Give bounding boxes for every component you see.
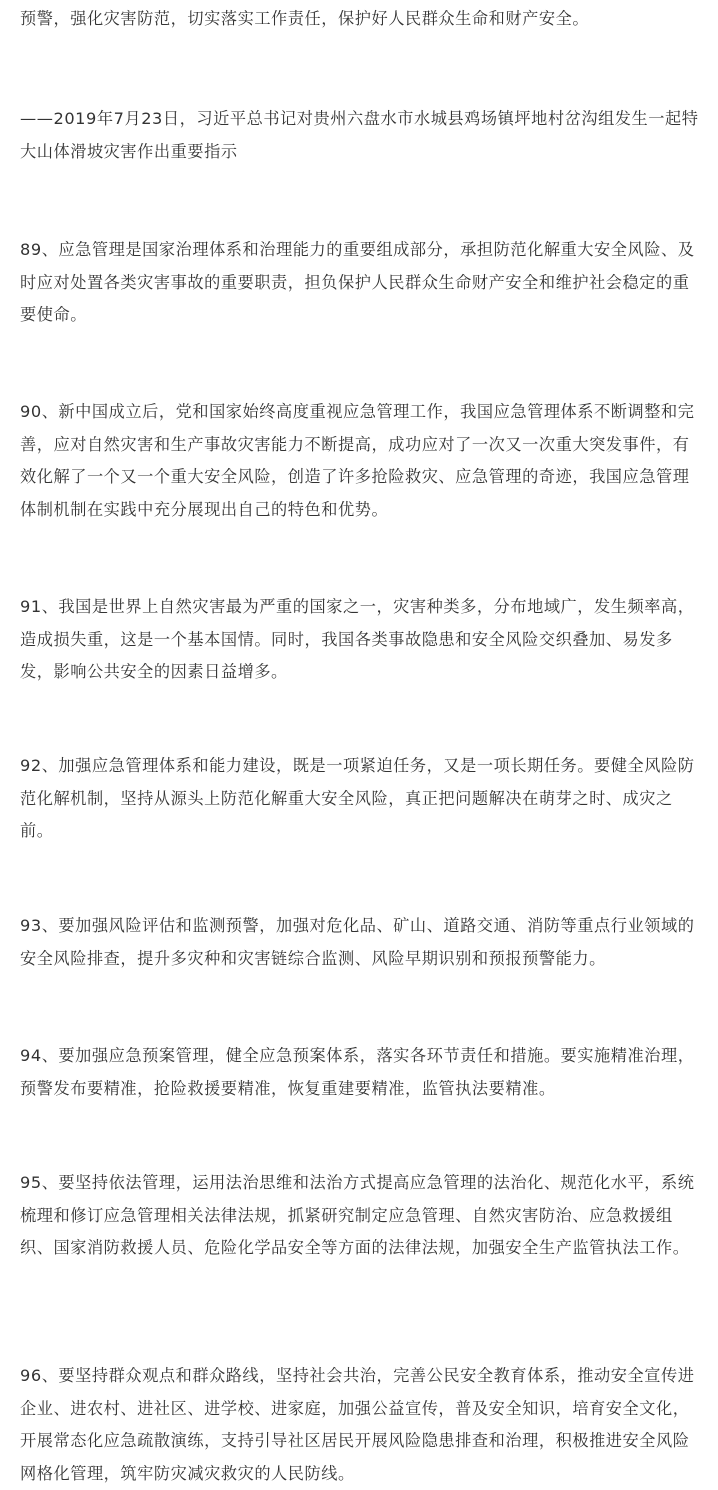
paragraph-93: 93、要加强风险评估和监测预警，加强对危化品、矿山、道路交通、消防等重点行业领域的安全风险排查，提升多灾种和灾害链综合监测、风险早期识别和预报预警能力。 (20, 916, 695, 968)
paragraph-90: 90、新中国成立后，党和国家始终高度重视应急管理工作，我国应急管理体系不断调整和完善，应对自然灾害和生产事故灾害能力不断提高，成功应对了一次又一次重大突发事件，有效化解了一个又一个重大安全风险，创造了许多抢险救灾、应急管理的奇迹，我国应急管理体制机制在实践中充分展现出自己的特色和优势。 (20, 402, 695, 519)
paragraph-96: 96、要坚持群众观点和群众路线，坚持社会共治，完善公民安全教育体系，推动安全宣传进企业、进农村、进社区、进学校、进家庭，加强公益宣传，普及安全知识，培育安全文化，开展常态化应急疏散演练，支持引导社区居民开展风险隐患排查和治理，积极推进安全风险网格化管理，筑牢防灾减灾救灾的人民防线。 (20, 1366, 695, 1483)
paragraph-source-attribution: ——2019年7月23日，习近平总书记对贵州六盘水市水城县鸡场镇坪地村岔沟组发生一起特大山体滑坡灾害作出重要指示 (20, 109, 699, 161)
paragraph-94: 94、要加强应急预案管理，健全应急预案体系，落实各环节责任和措施。要实施精准治理，预警发布要精准，抢险救援要精准，恢复重建要精准，监管执法要精准。 (20, 1046, 695, 1098)
paragraph-91: 91、我国是世界上自然灾害最为严重的国家之一，灾害种类多，分布地域广，发生频率高，造成损失重，这是一个基本国情。同时，我国各类事故隐患和安全风险交织叠加、易发多发，影响公共安全的因素日益增多。 (20, 597, 695, 681)
paragraph-89: 89、应急管理是国家治理体系和治理能力的重要组成部分，承担防范化解重大安全风险、及时应对处置各类灾害事故的重要职责，担负保护人民群众生命财产安全和维护社会稳定的重要使命。 (20, 240, 695, 324)
paragraph-95: 95、要坚持依法管理，运用法治思维和法治方式提高应急管理的法治化、规范化水平，系统梳理和修订应急管理相关法律法规，抓紧研究制定应急管理、自然灾害防治、应急救援组织、国家消防救援人员、危险化学品安全等方面的法律法规，加强安全生产监管执法工作。 (20, 1173, 695, 1257)
paragraph-92: 92、加强应急管理体系和能力建设，既是一项紧迫任务，又是一项长期任务。要健全风险防范化解机制，坚持从源头上防范化解重大安全风险，真正把问题解决在萌芽之时、成灾之前。 (20, 756, 695, 840)
paragraph-intro-continued: 预警，强化灾害防范，切实落实工作责任，保护好人民群众生命和财产安全。 (20, 9, 590, 28)
